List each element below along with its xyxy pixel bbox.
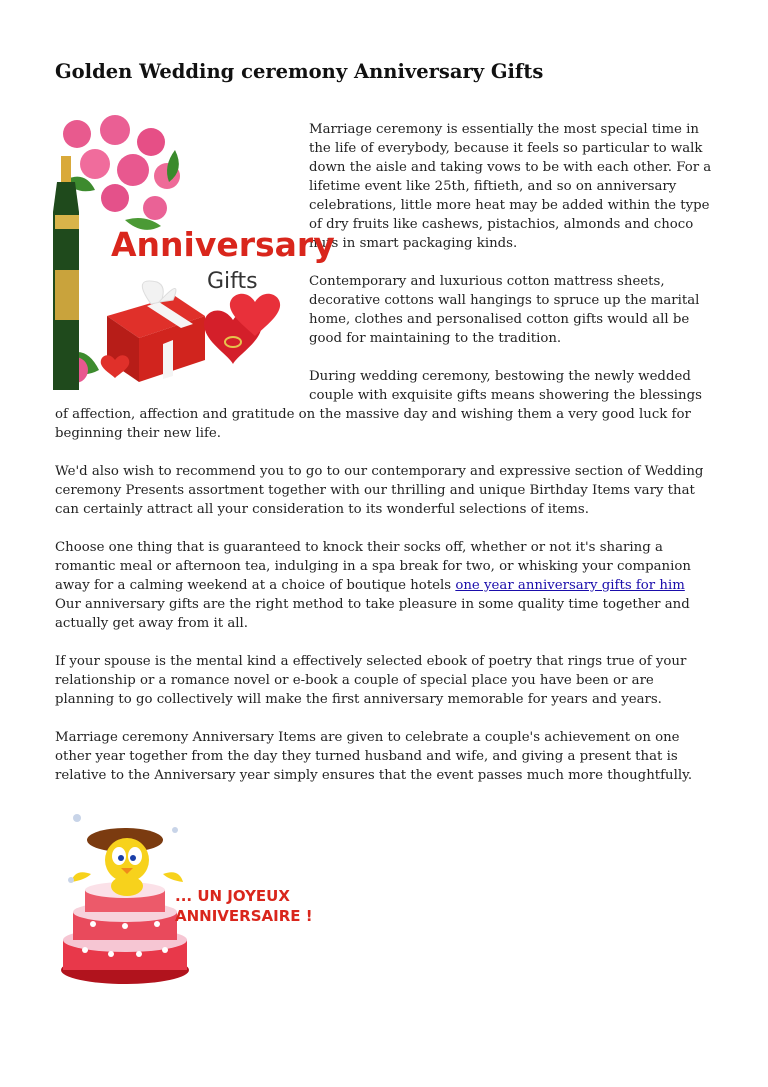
anniversary-gifts-image: [55, 120, 335, 390]
greeting-line-1: ... UN JOYEUX: [175, 887, 290, 905]
gift-for-him-link[interactable]: one year anniversary gifts for him: [455, 578, 685, 593]
paragraph-5-text-before: Choose one thing that is guaranteed to knock their socks off, whether or not it's sharing a romantic meal or afternoon tea, indulging in a spa break for two, or whisking your companion away for a calming weekend at a choice of boutique hotels: [55, 540, 691, 593]
paragraph-4: We'd also wish to recommend you to go to our contemporary and expressive section of Wedding ceremony Presents assortment together with our thrilling and unique Birthday Items vary that can certainly attract all your consideration to its wonderful selections of items.: [55, 464, 704, 517]
page-title: Golden Wedding ceremony Anniversary Gifts: [55, 60, 544, 83]
paragraph-7: Marriage ceremony Anniversary Items are given to celebrate a couple's achievement on one other year together from the day they turned husband and wife, and giving a present that is relative to the Anniversary year simply ensures that the event passes much more thoughtfully.: [55, 730, 693, 783]
document-page: [55, 58, 713, 804]
paragraph-6: If your spouse is the mental kind a effectively selected ebook of poetry that rings true of your relationship or a romance novel or e-book a couple of special place you have been or are planning to go collectively will make the first anniversary memorable for years and years.: [55, 654, 687, 707]
paragraph-1: Marriage ceremony is essentially the most special time in the life of everybody, because it feels so particular to walk down the aisle and taking vows to be with each other. For a lifetime event like 25th, fiftieth, and so on anniversary celebrations, little more heat may be added within the type of dry fruits like cashews, pistachios, almonds and choco nuts in smart packaging kinds.: [309, 122, 712, 251]
champagne-bottle-illustration: [53, 156, 79, 390]
paragraph-3: During wedding ceremony, bestowing the newly wedded couple with exquisite gifts means showering the blessings of affection, affection and gratitude on the massive day and wishing them a very good luck for beginning their new life.: [55, 369, 702, 441]
paragraph-5-text-after: Our anniversary gifts are the right method to take pleasure in some quality time together and actually get away from it all.: [55, 597, 690, 631]
image-subheading: Gifts: [207, 269, 258, 294]
paragraph-5: [55, 538, 713, 633]
article-body: [55, 120, 713, 785]
greeting-line-2: ANNIVERSAIRE !: [175, 907, 313, 925]
joyeux-anniversaire-image: [55, 800, 313, 990]
image-heading: Anniversary: [111, 225, 335, 264]
paragraph-2: Contemporary and luxurious cotton mattress sheets, decorative cottons wall hangings to spruce up the marital home, clothes and personalised cotton gifts would all be good for maintaining to the tradition.: [309, 274, 700, 346]
